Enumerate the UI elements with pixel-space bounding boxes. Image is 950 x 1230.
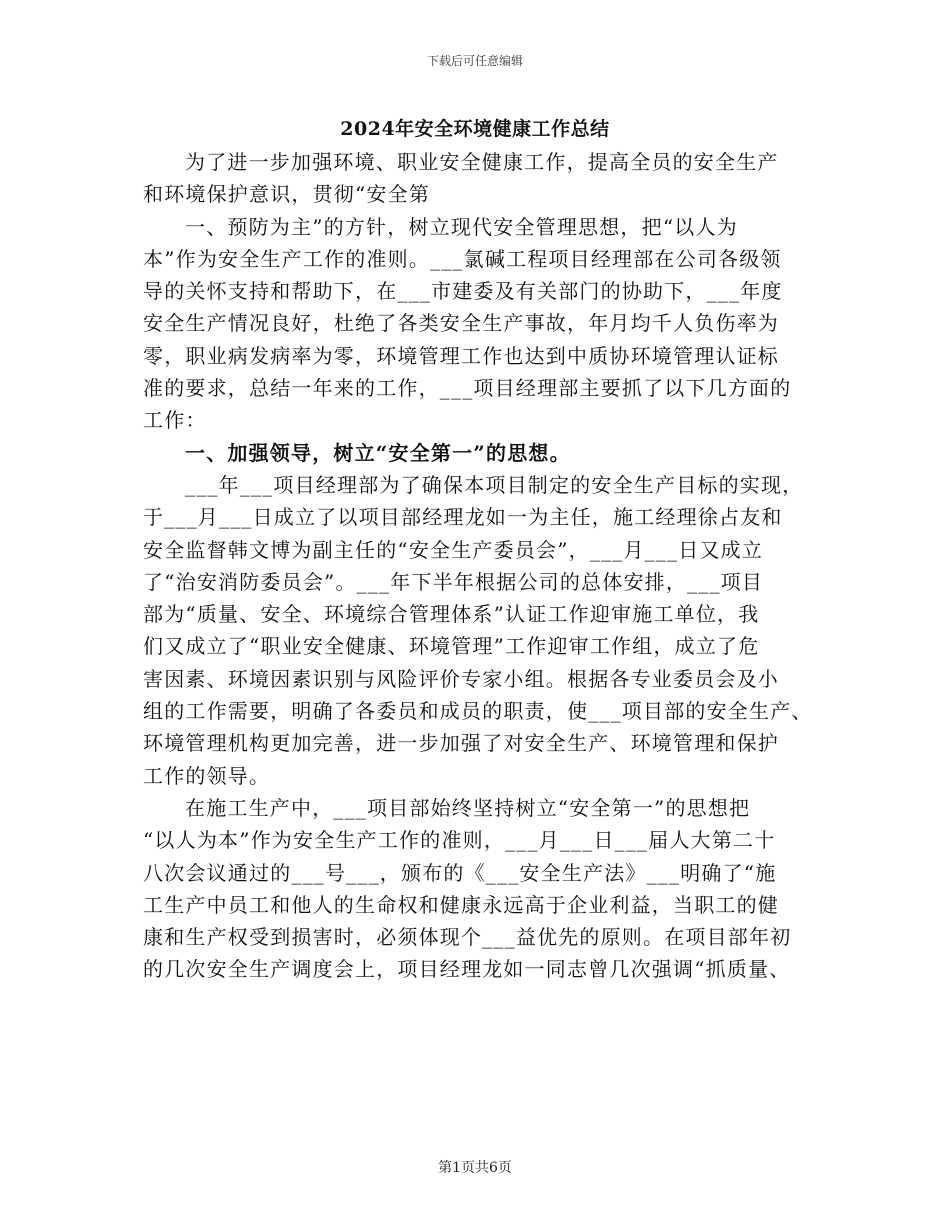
document-body	[143, 146, 823, 986]
paragraph-line: 部为“质量、安全、环境综合管理体系”认证工作迎审施工单位，我	[143, 602, 760, 627]
paragraph-line: 和环境保护意识，贯彻“安全第	[143, 182, 431, 207]
paragraph-line: 一、预防为主”的方针，树立现代安全管理思想，把“以人为	[185, 214, 738, 239]
paragraph-line: 工作：	[143, 408, 207, 433]
paragraph-line: 本”作为安全生产工作的准则。___氯碱工程项目经理部在公司各级领	[143, 246, 782, 271]
paragraph-line: ___年___项目经理部为了确保本项目制定的安全生产目标的实现，	[185, 472, 804, 497]
paragraph-line: 工生产中员工和他人的生命权和健康永远高于企业利益，当职工的健	[143, 892, 779, 917]
section-heading: 一、加强领导，树立“安全第一”的思想。	[185, 440, 571, 465]
page-number: 第1页共6页	[438, 1160, 512, 1176]
paragraph-line: 零，职业病发病率为零，环境管理工作也达到中质协环境管理认证标	[143, 343, 779, 368]
paragraph-line: 们又成立了“职业安全健康、环境管理”工作迎审工作组，成立了危	[143, 634, 760, 659]
paragraph-line: “以人为本”作为安全生产工作的准则，___月___日___届人大第二十	[143, 828, 776, 853]
paragraph-line: 导的关怀支持和帮助下，在___市建委及有关部门的协助下，___年度	[143, 279, 783, 304]
paragraph-line: 安全生产情况良好，杜绝了各类安全生产事故，年月均千人负伤率为	[143, 311, 779, 336]
paragraph-line: 工作的领导。	[143, 763, 271, 788]
paragraph-line: 准的要求，总结一年来的工作，___项目经理部主要抓了以下几方面的	[143, 376, 792, 401]
paragraph-line: 八次会议通过的___号___，颁布的《___安全生产法》___明确了“施	[143, 860, 777, 885]
paragraph-line: 安全监督韩文博为副主任的“安全生产委员会”，___月___日又成立	[143, 537, 764, 562]
paragraph-line: 在施工生产中，___项目部始终坚持树立“安全第一”的思想把	[185, 795, 751, 820]
paragraph-line: 康和生产权受到损害时，必须体现个___益优先的原则。在项目部年初	[143, 925, 792, 950]
paragraph-line: 于___月___日成立了以项目部经理龙如一为主任，施工经理徐占友和	[143, 505, 783, 530]
header-note: 下载后可任意编辑	[426, 54, 523, 68]
paragraph-line: 了“治安消防委员会”。___年下半年根据公司的总体安排，___项目	[143, 569, 764, 594]
paragraph-line: 组的工作需要，明确了各委员和成员的职责，使___项目部的安全生产、	[143, 699, 813, 724]
paragraph-line: 环境管理机构更加完善，进一步加强了对安全生产、环境管理和保护	[143, 731, 779, 756]
paragraph-line: 的几次安全生产调度会上，项目经理龙如一同志曾几次强调“抓质量、	[143, 957, 791, 982]
paragraph-line: 为了进一步加强环境、职业安全健康工作，提高全员的安全生产	[185, 150, 779, 174]
paragraph-line: 害因素、环境因素识别与风险评价专家小组。根据各专业委员会及小	[143, 666, 779, 691]
document-title: 2024年安全环境健康工作总结	[340, 118, 610, 140]
